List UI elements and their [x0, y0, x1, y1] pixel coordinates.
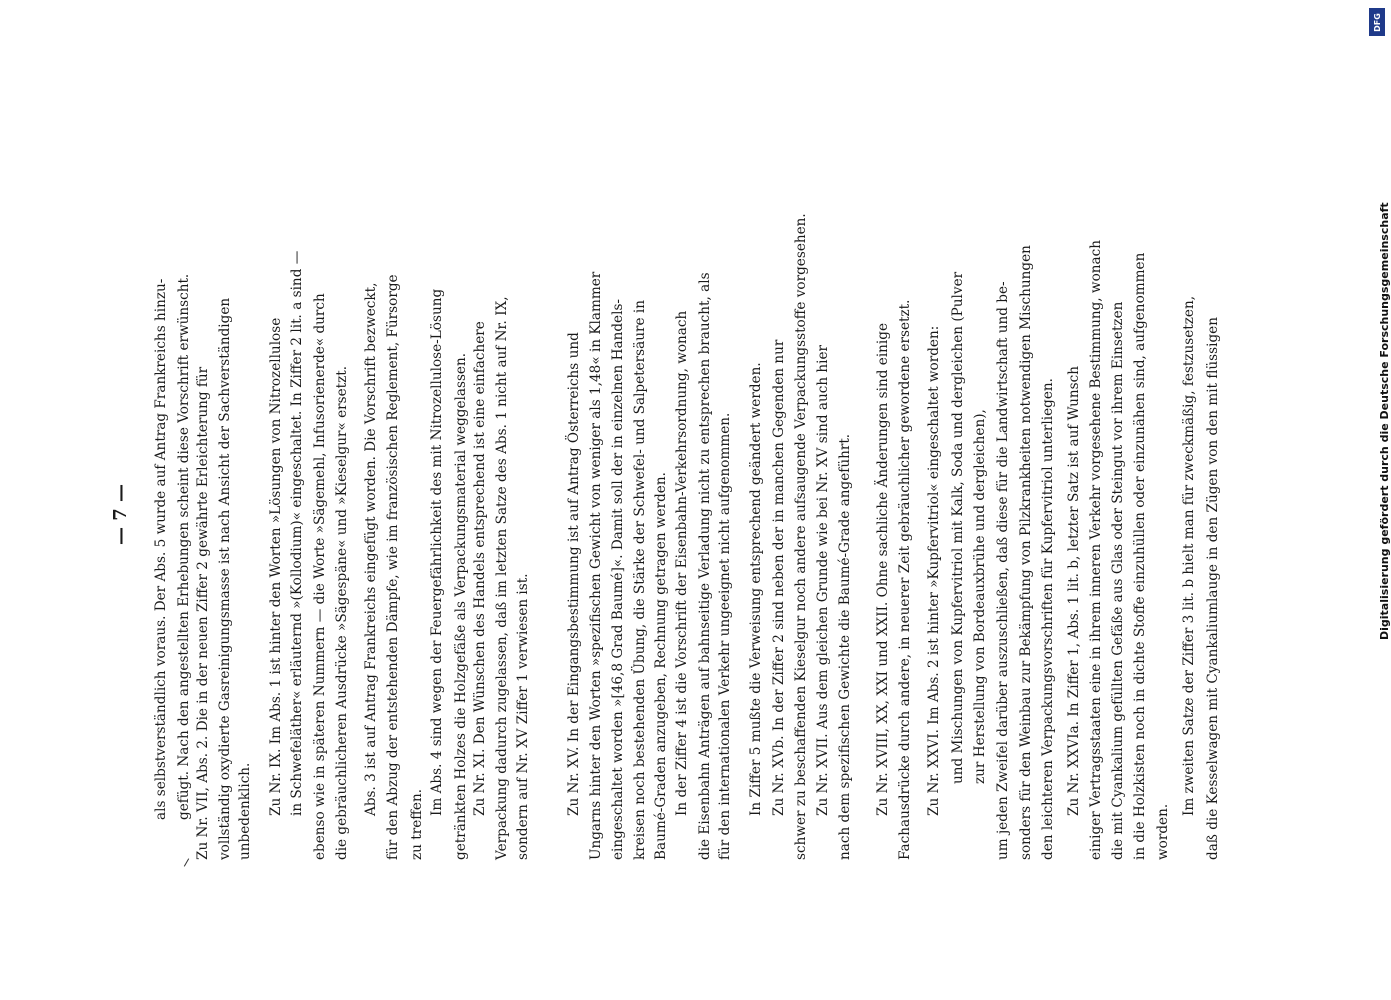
text-line: Zu Nr. VII, Abs. 2. Die in der neuen Ziffer 2 gewährte Erleichterung für	[195, 366, 211, 860]
text-line: Zu Nr. XVb. In der Ziffer 2 sind neben der in manchen Gegenden nur	[771, 339, 787, 816]
funding-notice: Digitalisierung gefördert durch die Deutsche Forschungsgemeinschaft	[1378, 202, 1391, 640]
text-line: Zu Nr. XVIII, XX, XXI und XXII. Ohne sachliche Änderungen sind einige	[875, 322, 891, 816]
text-line: unbedenklich.	[237, 762, 253, 860]
text-line: kreisen noch bestehenden Übung, die Stärke der Schwefel- und Salpetersäure in	[632, 300, 648, 860]
text-line: den leichteren Verpackungsvorschriften für Kupfervitriol unterliegen.	[1040, 378, 1056, 860]
text-line: vollständig oxydierte Gasreinigungsmasse ist nach Ansicht der Sachverständigen	[217, 297, 233, 860]
dfg-logo	[1369, 8, 1385, 36]
dfg-logo-text: DFG	[1372, 12, 1382, 32]
text-line: in die Holzkisten noch in dichte Stoffe einzuhüllen oder einzunähen sind, aufgenommen	[1132, 252, 1148, 860]
text-line: gefügt. Nach den angestellten Erhebungen scheint diese Vorschrift erwünscht.	[176, 273, 192, 820]
text-line: Zu Nr. XXVI. Im Abs. 2 ist hinter »Kupfervitriol« eingeschaltet worden:	[926, 325, 942, 816]
margin-pencil-mark	[184, 858, 189, 866]
page-number: — 7 —	[110, 483, 131, 545]
text-line: Ungarns hinter den Worten »spezifischen Gewicht von weniger als 1,48« in Klammer	[588, 271, 604, 860]
text-line: schwer zu beschaffenden Kieselgur noch andere aufsaugende Verpackungsstoffe vorgesehen.	[793, 213, 809, 860]
text-line: Zu Nr. XI. Den Wünschen des Handels entsprechend ist eine einfachere	[472, 321, 488, 816]
text-line: Im zweiten Satze der Ziffer 3 lit. b hielt man für zweckmäßig, festzusetzen,	[1181, 295, 1197, 816]
text-line: als selbstverständlich voraus. Der Abs. 5 wurde auf Antrag Frankreichs hinzu-	[153, 278, 169, 820]
text-line: sonders für den Weinbau zur Bekämpfung von Pilzkrankheiten notwendigen Mischungen	[1018, 245, 1034, 860]
text-line: sondern auf Nr. XV Ziffer 1 verwiesen ist.	[515, 573, 531, 860]
text-line: Zu Nr. IX. Im Abs. 1 ist hinter den Worten »Lösungen von Nitrozellulose	[268, 317, 284, 816]
text-line: ebenso wie in späteren Nummern — die Worte »Sägemehl, Infusorienerde« durch	[312, 293, 328, 860]
text-line: eingeschaltet worden »[46,8 Grad Baumé]«. Damit soll der in einzelnen Handels-	[610, 298, 626, 860]
text-line: für den internationalen Verkehr ungeeignet nicht aufgenommen.	[717, 412, 733, 860]
text-line: die Eisenbahn Anträgen auf bahnseitige Verladung nicht zu entsprechen braucht, als	[697, 272, 713, 860]
text-line: In Ziffer 5 mußte die Verweisung entsprechend geändert werden.	[748, 362, 764, 816]
text-line: nach dem spezifischen Gewichte die Baumé-Grade angeführt.	[837, 433, 853, 860]
text-line: um jeden Zweifel darüber auszuschließen, daß diese für die Landwirtschaft und be-	[995, 281, 1011, 860]
text-line: worden.	[1155, 803, 1171, 860]
text-line: für den Abzug der entstehenden Dämpfe, wie im französischen Reglement, Fürsorge	[385, 274, 401, 860]
text-line: zu treffen.	[409, 788, 425, 860]
text-line: Fachausdrücke durch andere, in neuerer Zeit gebräuchlicher gewordene ersetzt.	[897, 299, 913, 860]
text-line: getränkten Holzes die Holzgefäße als Verpackungsmaterial weggelassen.	[453, 352, 469, 860]
text-line: einiger Vertragsstaaten eine in ihrem inneren Verkehr vorgesehene Bestimmung, wonach	[1088, 240, 1104, 860]
text-line: Im Abs. 4 sind wegen der Feuergefährlichkeit des mit Nitrozellulose-Lösung	[429, 288, 445, 816]
text-line: Baumé-Graden anzugeben, Rechnung getragen werden.	[653, 472, 669, 860]
text-line: und Mischungen von Kupfervitriol mit Kalk, Soda und dergleichen (Pulver	[950, 271, 966, 784]
text-line: die gebräuchlicheren Ausdrücke »Sägespäne« und »Kieselgur« ersetzt.	[334, 365, 350, 860]
text-line: In der Ziffer 4 ist die Vorschrift der Eisenbahn-Verkehrsordnung, wonach	[674, 310, 690, 816]
text-line: Verpackung dadurch zugelassen, daß im letzten Satze des Abs. 1 nicht auf Nr. IX,	[494, 296, 510, 860]
text-line: in Schwefeläther« erläuternd »(Kollodium)« eingeschaltet. In Ziffer 2 lit. a sind —	[289, 250, 305, 816]
text-line: Zu Nr. XVII. Aus dem gleichen Grunde wie bei Nr. XV sind auch hier	[815, 344, 831, 816]
text-line: Zu Nr. XV. In der Eingangsbestimmung ist auf Antrag Österreichs und	[566, 332, 582, 816]
text-line: Abs. 3 ist auf Antrag Frankreichs eingefügt worden. Die Vorschrift bezweckt,	[363, 282, 379, 816]
text-line: daß die Kesselwagen mit Cyankaliumlauge in den Zügen von den mit flüssigen	[1205, 317, 1221, 860]
text-line: Zu Nr. XXVIa. In Ziffer 1, Abs. 1 lit. b, letzter Satz ist auf Wunsch	[1066, 366, 1082, 816]
text-line: zur Herstellung von Bordeauxbrühe und dergleichen),	[972, 409, 988, 784]
text-line: die mit Cyankalium gefüllten Gefäße aus Glas oder Steingut vor ihrem Einsetzen	[1110, 301, 1126, 860]
